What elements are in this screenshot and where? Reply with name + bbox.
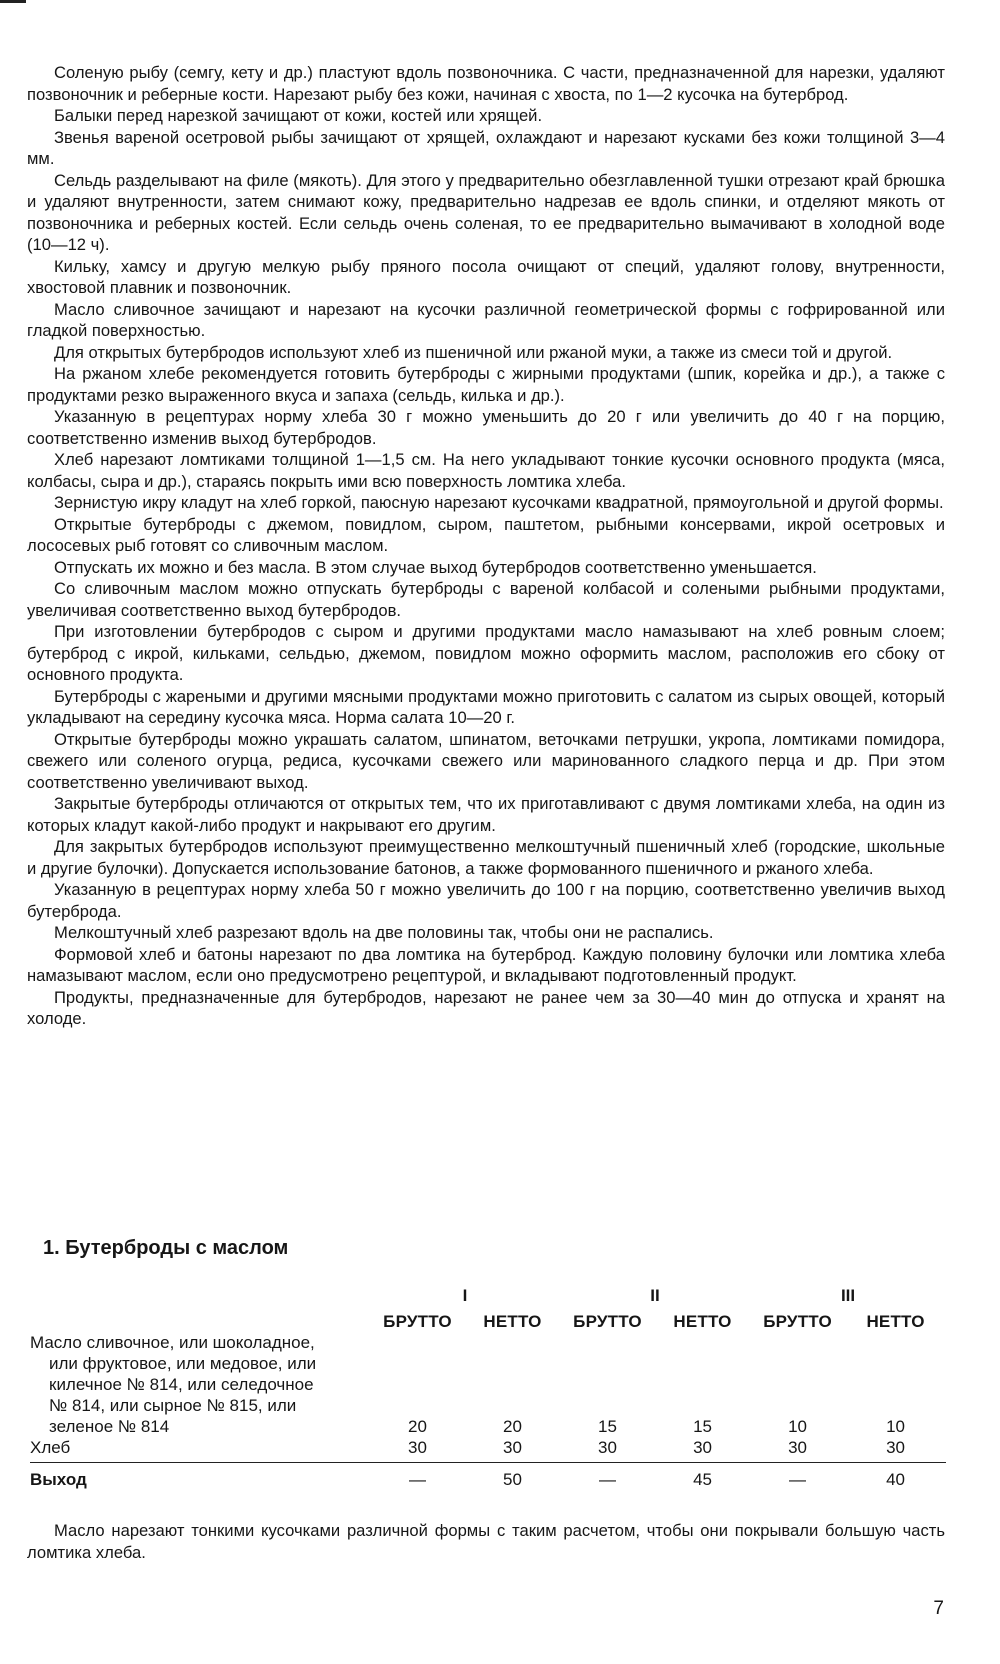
column-group-1: I (462, 1286, 468, 1305)
recipe-title: 1. Бутерброды с маслом (43, 1237, 289, 1259)
table-cell: 30 (788, 1438, 807, 1457)
paragraph: Открытые бутерброды можно украшать салатом, шпинатом, веточками петрушки, укропа, ломтиками помидора, свежего или соленого огурца, редиса, кусочками свежего или маринованного сладкого перца и др. При этом соответственно увеличивают выход. (27, 729, 945, 792)
paragraph: Соленую рыбу (семгу, кету и др.) пластуют вдоль позвоночника. С части, предназначенной для нарезки, удаляют позвоночник и реберные кости. Нарезают рыбу без кожи, начиная с хвоста, по 1—2 кусочка на бутерброд. (27, 63, 945, 104)
table-cell: 15 (693, 1417, 712, 1436)
table-cell: 20 (408, 1417, 427, 1436)
column-header-netto: НЕТТО (673, 1312, 732, 1331)
paragraph: Формовой хлеб и батоны нарезают по два ломтика на бутерброд. Каждую половину булочки или ломтика хлеба намазывают маслом, если оно предусмотрено рецептурой, и вкладывают подготовленный продукт. (27, 944, 945, 985)
table-cell: — (560, 1463, 655, 1491)
paragraph: Балыки перед нарезкой зачищают от кожи, костей или хрящей. (54, 106, 543, 125)
column-header-brutto: БРУТТО (573, 1312, 642, 1331)
table-row (30, 1332, 946, 1437)
yield-label: Выход (30, 1463, 370, 1491)
paragraph: На ржаном хлебе рекомендуется готовить бутерброды с жирными продуктами (шпик, корейка и др.), а также с продуктами резко выраженного вкуса и запаха (сельдь, килька и др.). (27, 364, 945, 405)
table-cell: 30 (598, 1438, 617, 1457)
table-cell: 50 (465, 1463, 560, 1491)
table-cell: 20 (503, 1417, 522, 1436)
paragraph: Продукты, предназначенные для бутербродов, нарезают не ранее чем за 30—40 мин до отпуска и хранят на холоде. (27, 987, 945, 1028)
ingredient-name: Хлеб (30, 1438, 71, 1457)
paragraph: Указанную в рецептурах норму хлеба 50 г можно увеличить до 100 г на порцию, соответственно увеличив выход бутерброда. (27, 880, 945, 921)
paragraph: Со сливочным маслом можно отпускать бутерброды с вареной колбасой и солеными рыбными продуктами, увеличивая соответственно выход бутербродов. (27, 579, 945, 620)
table-cell: — (370, 1463, 465, 1491)
column-header-brutto: БРУТТО (763, 1312, 832, 1331)
table-cell: 45 (655, 1463, 750, 1491)
ingredient-name: Масло сливочное, или шоколадное, или фруктовое, или медовое, или килечное № 814, или селедочное № 814, или сырное № 815, или зеленое № 814 (30, 1333, 317, 1436)
table-cell: 15 (598, 1417, 617, 1436)
paragraph: Бутерброды с жареными и другими мясными продуктами можно приготовить с салатом из сырых овощей, который укладывают на середину кусочка мяса. Норма салата 10—20 г. (27, 686, 945, 727)
recipe-note: Масло нарезают тонкими кусочками различной формы с таким расчетом, чтобы они покрывали большую часть ломтика хлеба. (27, 1521, 945, 1562)
table-header-row (30, 1282, 946, 1306)
paragraph: Указанную в рецептурах норму хлеба 30 г можно уменьшить до 20 г или увеличить до 40 г на порцию, соответственно изменив выход бутербродов. (27, 407, 945, 448)
table-row (30, 1437, 946, 1463)
table-subheader-row (30, 1306, 946, 1332)
scan-corner-mark (0, 0, 26, 3)
paragraph: Для открытых бутербродов используют хлеб из пшеничной или ржаной муки, а также из смеси той и другой. (54, 342, 893, 362)
paragraph: Открытые бутерброды с джемом, повидлом, сыром, паштетом, рыбными консервами, икрой осетровых и лососевых рыб готовят со сливочным маслом. (27, 514, 945, 555)
table-cell: 30 (693, 1438, 712, 1457)
table-cell: 40 (845, 1463, 946, 1491)
paragraph: Отпускать их можно и без масла. В этом случае выход бутербродов соответственно уменьшается. (54, 557, 817, 577)
page-number: 7 (933, 1598, 944, 1619)
column-group-3: III (840, 1286, 856, 1305)
paragraph: Закрытые бутерброды отличаются от открытых тем, что их приготавливают с двумя ломтиками хлеба, на один из которых кладут какой-либо продукт и накрывают его другим. (27, 794, 945, 835)
table-cell: 10 (788, 1417, 807, 1436)
table-cell: — (750, 1463, 845, 1491)
body-text (27, 62, 945, 1030)
paragraph: Звенья вареной осетровой рыбы зачищают от хрящей, охлаждают и нарезают кусками без кожи толщиной 3—4 мм. (27, 127, 945, 168)
column-header-netto: НЕТТО (483, 1312, 542, 1331)
paragraph: Зернистую икру кладут на хлеб горкой, паюсную нарезают кусочками квадратной, прямоугольной и другой формы. (54, 493, 944, 512)
table-cell: 30 (503, 1438, 522, 1457)
column-header-netto: НЕТТО (866, 1312, 925, 1331)
paragraph: Кильку, хамсу и другую мелкую рыбу пряного посола очищают от специй, удаляют голову, внутренности, хвостовой плавник и позвоночник. (27, 256, 945, 297)
table-cell: 30 (408, 1438, 427, 1457)
paragraph: Для закрытых бутербродов используют преимущественно мелкоштучный пшеничный хлеб (городские, школьные и другие булочки). Допускается использование батонов, а также формованного пшеничного и ржаного хлеба. (27, 837, 945, 878)
column-header-brutto: БРУТТО (383, 1312, 452, 1331)
paragraph: Мелкоштучный хлеб разрезают вдоль на две половины так, чтобы они не распались. (54, 923, 714, 942)
table-cell: 10 (886, 1417, 905, 1436)
paragraph: Масло сливочное зачищают и нарезают на кусочки различной геометрической формы с гофрированной или гладкой поверхностью. (27, 299, 945, 340)
paragraph: При изготовлении бутербродов с сыром и другими продуктами масло намазывают на хлеб ровным слоем; бутерброд с икрой, кильками, сельдью, джемом, повидлом можно оформить маслом, расположив его сбоку от основного продукта. (27, 622, 945, 684)
recipe-table (30, 1282, 946, 1490)
column-group-2: II (650, 1286, 660, 1305)
paragraph: Сельдь разделывают на филе (мякоть). Для этого у предварительно обезглавленной тушки отрезают край брюшка и удаляют внутренности, затем снимают кожу, предварительно надрезав ее вдоль спинки, и отделяют мякоть от позвоночника и реберных костей. Если сельдь очень соленая, то ее предварительно вымачивают в холодной воде (10—12 ч). (27, 170, 945, 254)
table-cell: 30 (886, 1438, 905, 1457)
table-row-yield (30, 1463, 946, 1491)
paragraph: Хлеб нарезают ломтиками толщиной 1—1,5 см. На него укладывают тонкие кусочки основного продукта (мяса, колбасы, сыра и др.), стараясь покрыть ими всю поверхность ломтика хлеба. (27, 450, 945, 491)
